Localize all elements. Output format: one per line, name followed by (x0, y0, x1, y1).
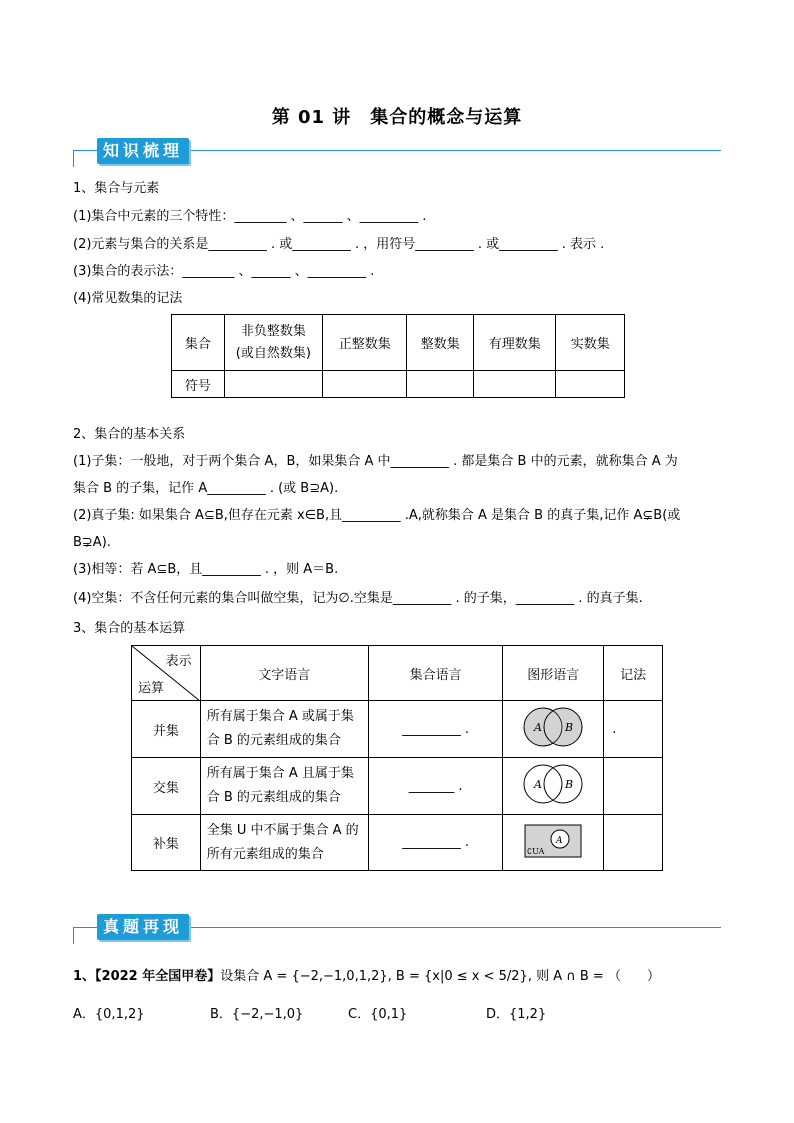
text-line: (1)集合中元素的三个特性：________ 、______ 、_________ . (73, 209, 427, 224)
text-line: (4)常见数集的记法 (73, 291, 183, 306)
table-header-cell: 实数集 (556, 315, 625, 371)
option-b: B．{−2,−1,0} (210, 1007, 304, 1022)
corner-top-label: 表示 (165, 654, 192, 669)
op-label: 交集 (132, 758, 201, 815)
table-header-cell: 非负整数集 (或自然数集) (224, 315, 322, 371)
venn-complement-label: ∁UA (527, 846, 545, 856)
op-label: 补集 (132, 815, 201, 871)
venn-union-cell (503, 701, 604, 758)
venn-label-b: B (565, 778, 574, 791)
set-language-cell: _________ . (368, 701, 503, 758)
table-header-cell: 文字语言 (200, 646, 368, 701)
venn-label-a: A (534, 721, 543, 734)
venn-label-a: A (534, 778, 543, 791)
heading-set-element: 1、集合与元素 (73, 181, 160, 196)
venn-label-b: B (565, 721, 574, 734)
page-title: 第 01 讲 集合的概念与运算 (271, 107, 523, 128)
venn-union-diagram (517, 705, 589, 749)
section-corner (73, 927, 100, 944)
text-line: (2)元素与集合的关系是_________ . 或_________ . ，用符号_________ . 或_________ . 表示 . (73, 237, 605, 252)
table-cell (473, 371, 555, 398)
heading-set-operation: 3、集合的基本运算 (73, 621, 186, 636)
section-badge-knowledge: 知识梳理 (97, 138, 189, 164)
notation-cell: . (604, 701, 663, 758)
text-line: (4)空集：不含任何元素的集合叫做空集，记为∅.空集是_________ . 的子集，_________ . 的真子集. (73, 591, 643, 606)
section-corner (73, 150, 100, 167)
table-header-cell: 记法 (604, 646, 663, 701)
table-cell (407, 371, 474, 398)
corner-cell (132, 646, 201, 701)
section-badge-exam: 真题再现 (97, 914, 189, 940)
text-line: (3)相等：若 A⊆B，且_________ . ，则 A＝B. (73, 562, 339, 577)
text-language-line: 全集 U 中不属于集合 A 的 (206, 822, 359, 838)
notation-cell (604, 815, 663, 871)
table-cell (556, 371, 625, 398)
section-rule (100, 927, 721, 928)
text-language-line: 合 B 的元素组成的集合 (206, 790, 341, 805)
question-1 (73, 968, 660, 986)
venn-complement-diagram (524, 824, 582, 858)
set-operation-table (131, 645, 663, 871)
notation-cell (604, 758, 663, 815)
venn-complement-cell (503, 815, 604, 871)
text-line: (1)子集：一般地，对于两个集合 A，B，如果集合 A 中_________ . 都是集合 B 中的元素，就称集合 A 为 (73, 454, 678, 469)
venn-intersection-cell (503, 758, 604, 815)
text-language-line: 所有属于集合 A 且属于集 (206, 766, 354, 781)
table-header-cell: 正整数集 (323, 315, 407, 371)
venn-label-a: A (556, 835, 563, 846)
question-stem: 设集合 A = {−2,−1,0,1,2}, B = {x|0 ≤ x < 5/2}, 则 A ∩ B = （ ） (220, 969, 660, 984)
table-header-cell: 图形语言 (503, 646, 604, 701)
text-language-line: 所有属于集合 A 或属于集 (206, 709, 354, 724)
option-d: D．{1,2} (486, 1007, 547, 1022)
text-language-cell (200, 815, 368, 871)
table-header-cell: 集合语言 (368, 646, 503, 701)
option-a: A．{0,1,2} (73, 1007, 145, 1022)
number-set-table (171, 314, 625, 398)
text-language-cell (200, 758, 368, 815)
op-label: 并集 (132, 701, 201, 758)
text-language-line: 所有元素组成的集合 (206, 846, 324, 862)
table-cell (224, 371, 322, 398)
table-row-label: 符号 (172, 371, 225, 398)
text-language-cell (200, 701, 368, 758)
option-c: C．{0,1} (348, 1007, 408, 1022)
text-line: 集合 B 的子集，记作 A_________ . (或 B⊇A). (73, 481, 339, 496)
text-line: (3)集合的表示法：________ 、______ 、_________ . (73, 264, 375, 279)
heading-set-relation: 2、集合的基本关系 (73, 427, 186, 442)
venn-intersection-diagram (517, 762, 589, 806)
text-line: (2)真子集: 如果集合 A⊆B,但存在元素 x∈B,且_________ .A,就称集合 A 是集合 B 的真子集,记作 A⊊B(或 (73, 508, 681, 523)
corner-bottom-label: 运算 (138, 681, 165, 696)
question-source: 1、【2022 年全国甲卷】 (73, 969, 221, 984)
text-language-line: 合 B 的元素组成的集合 (206, 733, 341, 748)
set-language-cell: _________ . (368, 815, 503, 871)
section-rule (100, 150, 721, 151)
table-header-cell: 整数集 (407, 315, 474, 371)
text-line: B⊋A). (73, 535, 111, 550)
table-header-cell: 有理数集 (473, 315, 555, 371)
table-header-cell: 集合 (172, 315, 225, 371)
table-cell (323, 371, 407, 398)
set-language-cell: _______ . (368, 758, 503, 815)
